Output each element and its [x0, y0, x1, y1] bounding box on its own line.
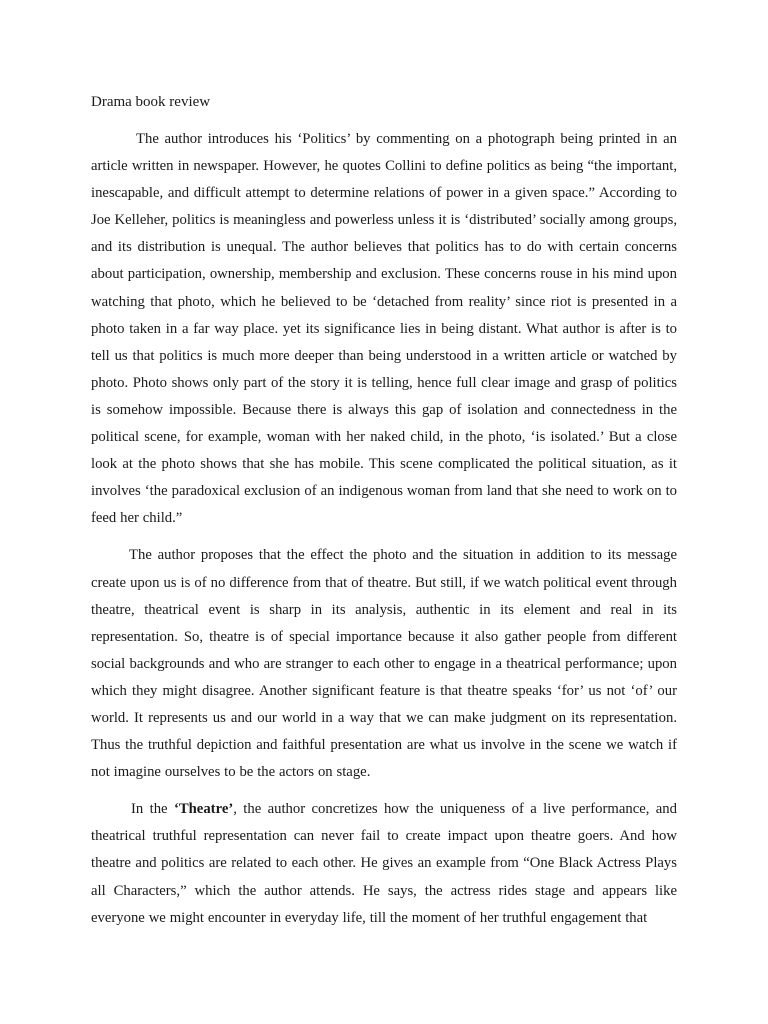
paragraph-theatre-section: [91, 796, 677, 931]
paragraph-politics: The author introduces his ‘Politics’ by commenting on a photograph being printed in an article written in newspaper. However, he quotes Collini to define politics as being “the important, inescapable, and difficult attempt to determine relations of power in a given space.” According to Joe Kelleher, politics is meaningless and powerless unless it is ‘distributed’ socially among groups, and its distribution is unequal. The author believes that politics has to do with certain concerns about participation, ownership, membership and exclusion. These concerns rouse in his mind upon watching that photo, which he believed to be ‘detached from reality’ since riot is presented in a photo taken in a far way place. yet its significance lies in being distant. What author is after is to tell us that politics is much more deeper than being understood in a written article or watched by photo. Photo shows only part of the story it is telling, hence full clear image and grasp of politics is somehow impossible. Because there is always this gap of isolation and connectedness in the political scene, for example, woman with her naked child, in the photo, ‘is isolated.’ But a close look at the photo shows that she has mobile. This scene complicated the political situation, as it involves ‘the paradoxical exclusion of an indigenous woman from land that she need to work on to feed her child.”: [91, 131, 677, 527]
paragraph-theatre-effect: The author proposes that the effect the photo and the situation in addition to its message create upon us is of no difference from that of theatre. But still, if we watch political event through theatre, theatrical event is sharp in its analysis, authentic in its element and real in its representation. So, theatre is of special importance because it also gather people from different social backgrounds and who are stranger to each other to engage in a theatrical performance; upon which they might disagree. Another significant feature is that theatre speaks ‘for’ us not ‘of’ our world. It represents us and our world in a way that we can make judgment on its representation. Thus the truthful depiction and faithful presentation are what us involve in the scene we watch if not imagine ourselves to be the actors on stage.: [91, 547, 677, 781]
theatre-heading-bold: ‘Theatre’: [173, 801, 234, 818]
paragraph-lead-text: In the: [131, 801, 174, 818]
document-page: [91, 92, 677, 942]
paragraph-rest-text: , the author concretizes how the uniqueness of a live performance, and theatrical truthful representation can never fail to create impact upon theatre goers. And how theatre and politics are related to each other. He gives an example from “One Black Actress Plays all Characters,” which the author attends. He says, the actress rides stage and appears like everyone we might encounter in everyday life, till the moment of her truthful engagement that: [91, 801, 677, 926]
document-title: Drama book review: [91, 94, 211, 110]
